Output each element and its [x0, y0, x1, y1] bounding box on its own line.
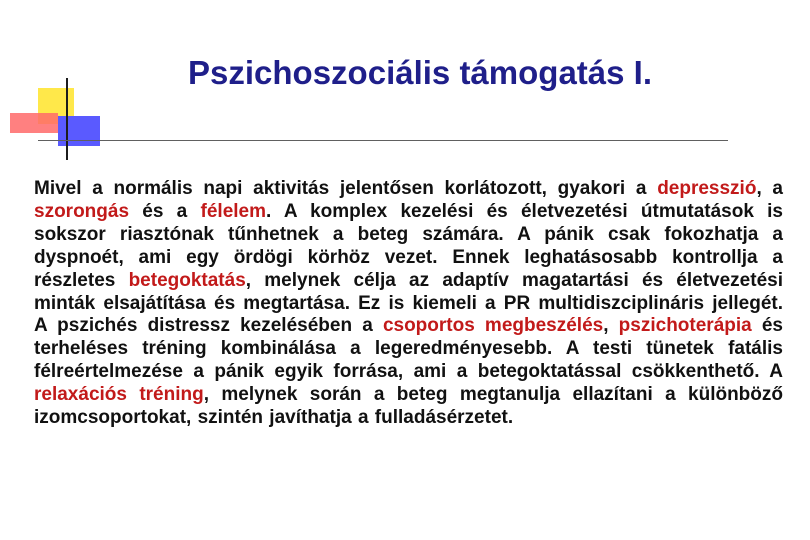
logo-red-square — [10, 113, 58, 133]
highlight-betegoktatas: betegoktatás — [128, 269, 246, 291]
text-segment: , — [603, 315, 619, 337]
logo-vertical-line — [66, 78, 68, 160]
text-segment: , melynek során a beteg megtanulja ellazítani a különböző izomcsoportokat, szintén javíthatja a fulladásérzetet. — [34, 384, 784, 429]
body-paragraph — [34, 178, 783, 430]
text-segment: , a — [756, 178, 783, 199]
title-divider-line — [38, 140, 728, 141]
highlight-felelem: félelem — [200, 200, 266, 222]
text-segment: és terheléses tréning kombinálása a legeredményesebb. A testi tünetek fatális félreértelmezése a pánik egyik forrása, ami a betegoktatással csökkenthető. A — [34, 315, 784, 383]
highlight-relaxacios-trening: relaxációs tréning — [34, 384, 204, 406]
logo-blue-square — [58, 116, 100, 146]
highlight-pszichoterapia: pszichoterápia — [618, 315, 752, 337]
text-segment: és a — [129, 200, 201, 222]
highlight-depresszio: depresszió — [657, 178, 757, 199]
slide-title: Pszichoszociális támogatás I. — [188, 54, 652, 91]
highlight-szorongas: szorongás — [34, 200, 130, 222]
text-segment: Mivel a normális napi aktivitás jelentősen korlátozott, gyakori a — [34, 178, 658, 199]
highlight-csoportos-megbeszeles: csoportos megbeszélés — [382, 315, 604, 337]
text-segment: , melynek célja az adaptív magatartási és életvezetési minták elsajátítása és megtartása. Ez is kiemeli a PR multidiszciplináris jellegét. A pszichés distressz kezelésében a — [34, 269, 783, 337]
text-segment: . A komplex kezelési és életvezetési útmutatások is sokszor riasztónak tűnhetnek a beteg számára. A pánik csak fokozhatja a dyspnoét, ami egy ördögi körhöz vezet. Ennek leghatásosabb kontrollja a részletes — [34, 200, 783, 291]
